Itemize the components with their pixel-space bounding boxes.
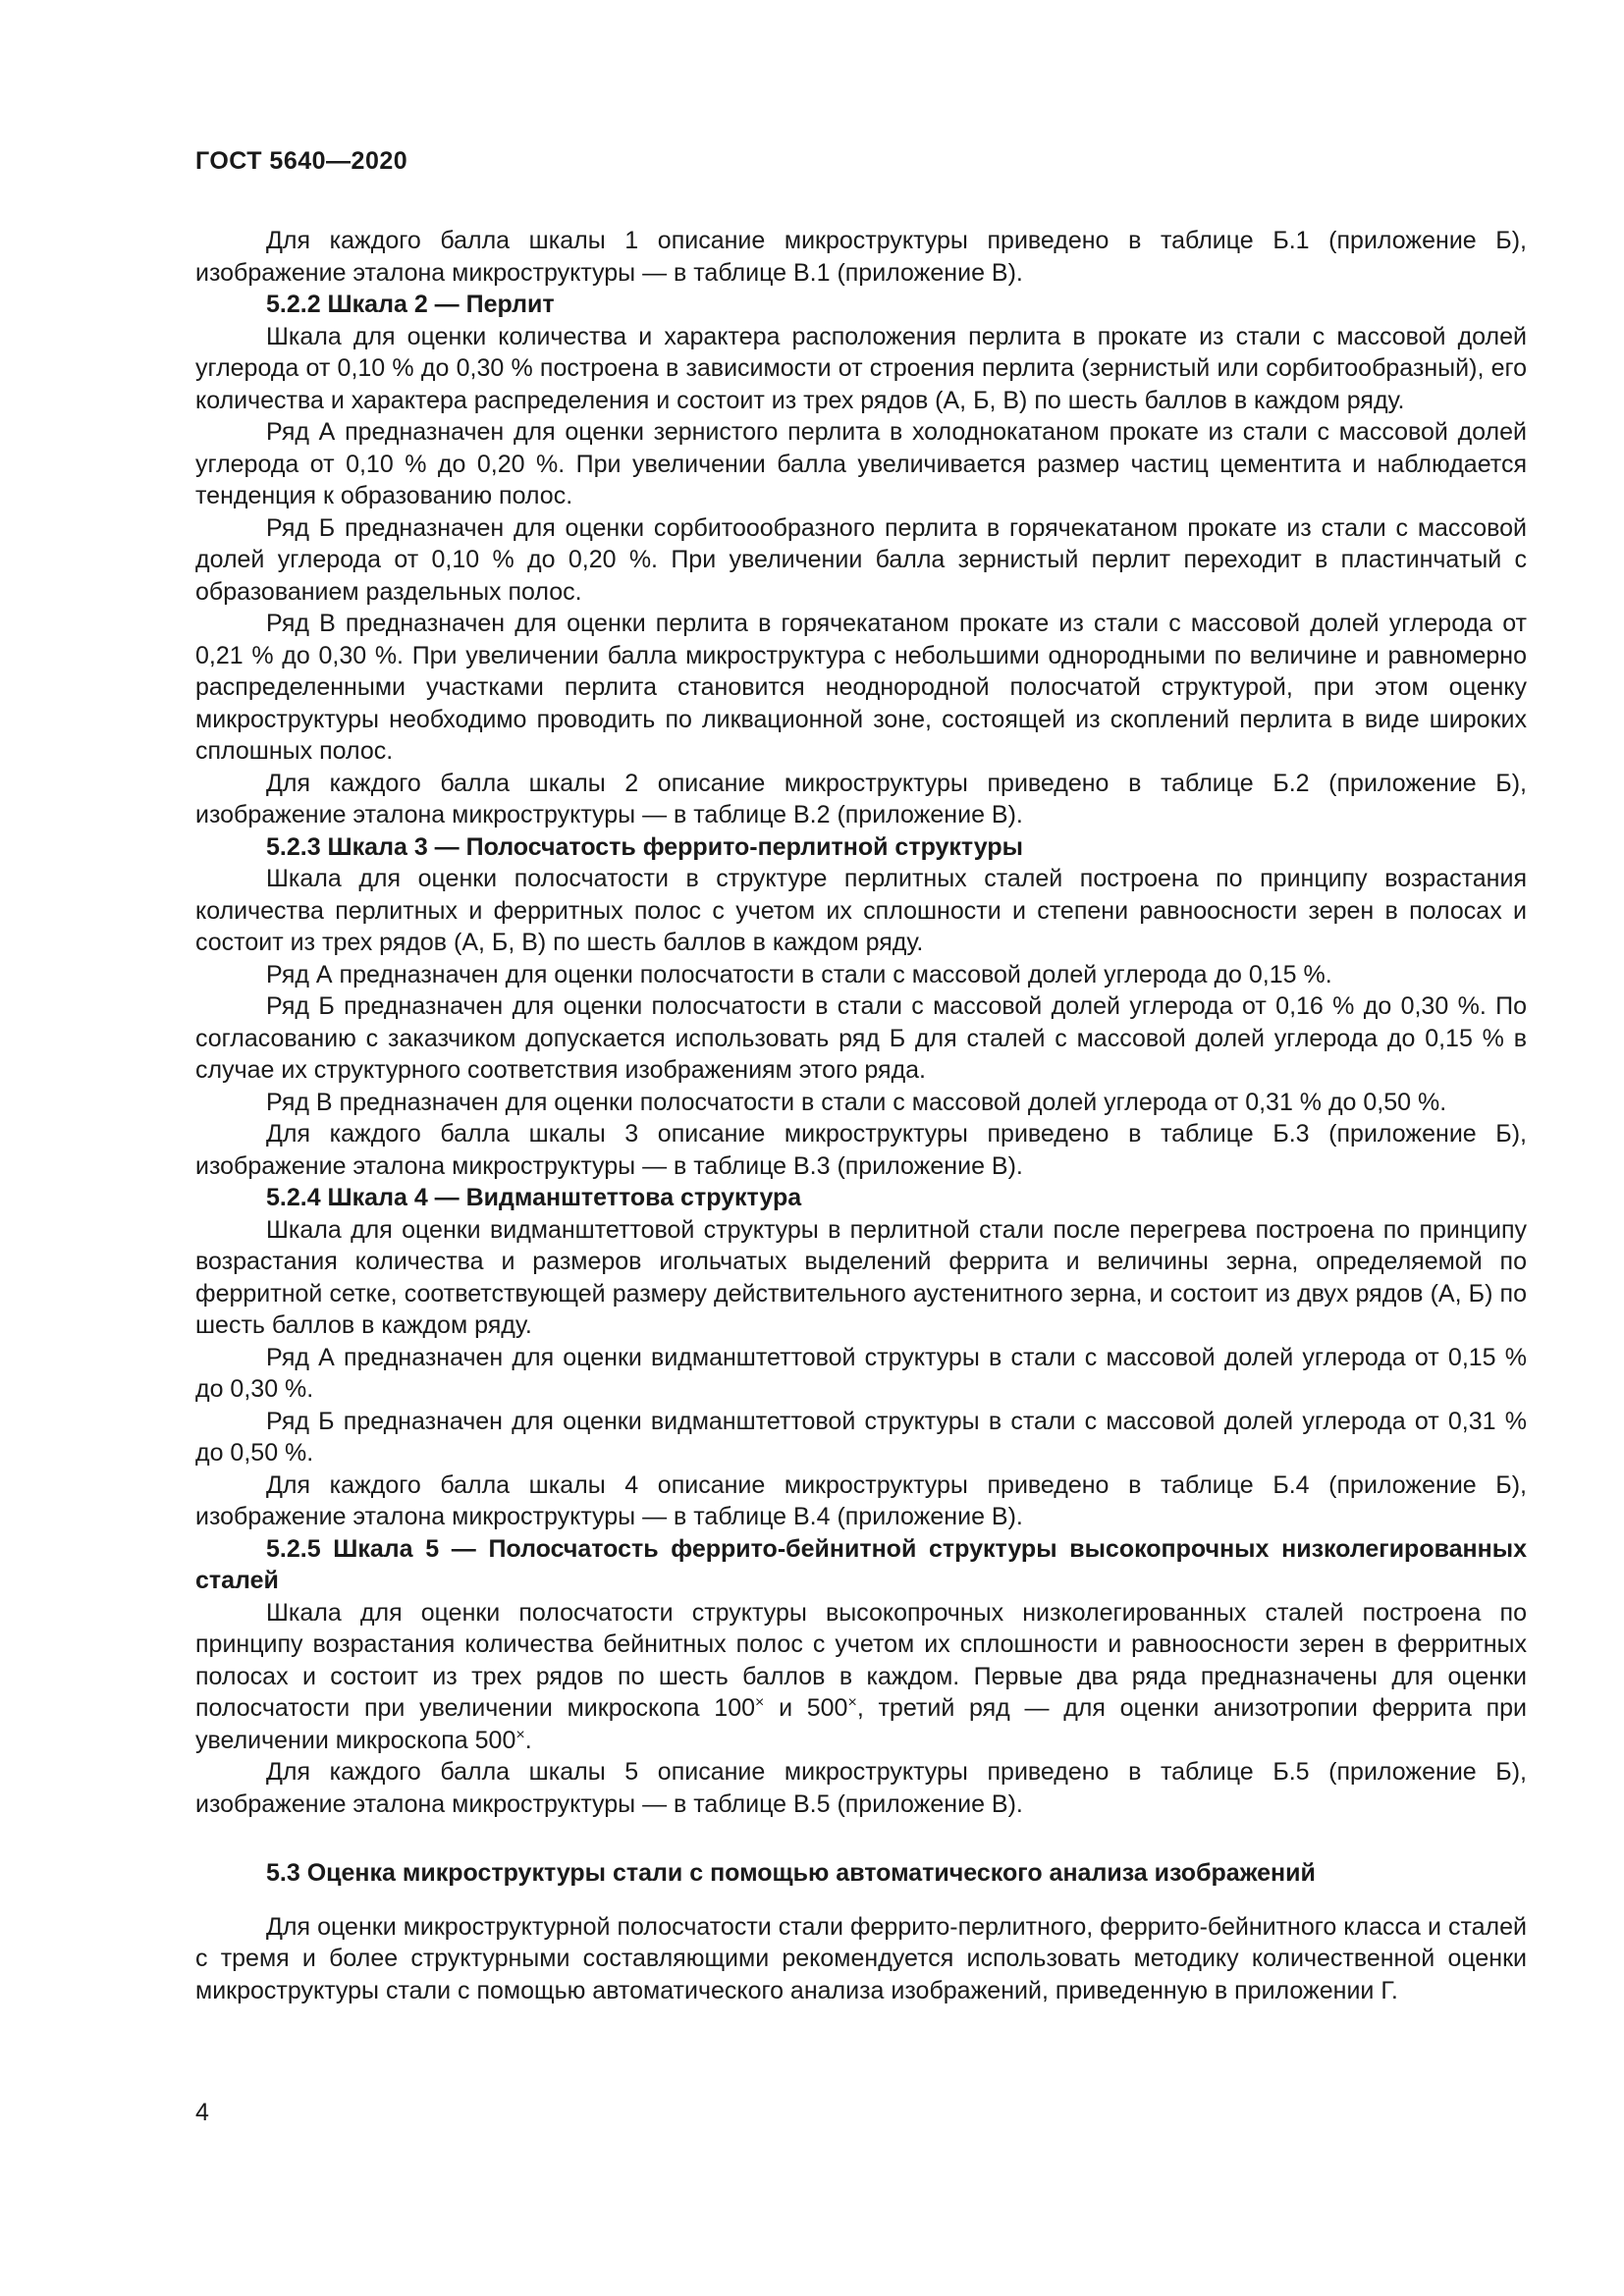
paragraph: Ряд А предназначен для оценки полосчатости в стали с массовой долей углерода до 0,15 %. bbox=[266, 960, 1332, 988]
paragraph: Шкала для оценки видманштеттовой структуры в перлитной стали после перегрева построена по принципу возрастания количества и размеров игольчатых выделений феррита и величины зерна, определяемой по ферритной сетке, соответствующей размеру действительного аустенитного зерна, и состоит из двух рядов (А, Б) по шесть баллов в каждом ряду. bbox=[195, 1215, 1527, 1339]
subsection-heading-5-2-2: 5.2.2 Шкала 2 — Перлит bbox=[266, 291, 555, 318]
paragraph: Для оценки микроструктурной полосчатости стали феррито-перлитного, феррито-бейнитного класса и сталей с тремя и более структурными составляющими рекомендуется использовать методику количественной оценки микроструктуры стали с помощью автоматического анализа изображений, приведенную в приложении Г. bbox=[195, 1912, 1527, 2004]
paragraph: Шкала для оценки полосчатости в структуре перлитных сталей построена по принципу возрастания количества перлитных и ферритных полос с учетом их сплошности и степени равноосности зерен в полосах и состоит из трех рядов (А, Б, В) по шесть баллов в каждом ряду. bbox=[195, 865, 1527, 956]
paragraph: Для каждого балла шкалы 4 описание микроструктуры приведено в таблице Б.4 (приложение Б), изображение эталона микроструктуры — в таблице В.4 (приложение В). bbox=[195, 1470, 1527, 1530]
subsection-heading-5-2-4: 5.2.4 Шкала 4 — Видманштеттова структура bbox=[266, 1184, 802, 1211]
paragraph: Ряд В предназначен для оценки полосчатости в стали с массовой долей углерода от 0,31 % до 0,50 %. bbox=[266, 1088, 1447, 1116]
paragraph: Ряд А предназначен для оценки видманштеттовой структуры в стали с массовой долей углерода от 0,15 % до 0,30 %. bbox=[195, 1343, 1527, 1403]
paragraph: Для каждого балла шкалы 1 описание микроструктуры приведено в таблице Б.1 (приложение Б), изображение эталона микроструктуры — в таблице В.1 (приложение В). bbox=[195, 227, 1527, 287]
paragraph-text: Шкала для оценки полосчатости структуры высокопрочных низколегированных сталей построена по принципу возрастания количества бейнитных полос с учетом их сплошности и равноосности зерен в ферритных полосах и состоит из трех рядов по шесть баллов в каждом. Первые два ряда предназначены для оценки полосчатости при увеличении микроскопа 100 bbox=[195, 1598, 1527, 1722]
document-code: ГОСТ 5640—2020 bbox=[195, 147, 408, 175]
paragraph: Для каждого балла шкалы 3 описание микроструктуры приведено в таблице Б.3 (приложение Б), изображение эталона микроструктуры — в таблице В.3 (приложение В). bbox=[195, 1120, 1527, 1180]
magnification-sign: × bbox=[515, 1726, 525, 1743]
paragraph-text: , третий ряд — для оценки анизотропии феррита при увеличении микроскопа 500 bbox=[195, 1694, 1527, 1754]
paragraph: Ряд А предназначен для оценки зернистого перлита в холоднокатаном прокате из стали с массовой долей углерода от 0,10 % до 0,20 %. При увеличении балла увеличивается размер частиц цементита и наблюдается тенденция к образованию полос. bbox=[195, 418, 1527, 509]
paragraph: Для каждого балла шкалы 2 описание микроструктуры приведено в таблице Б.2 (приложение Б), изображение эталона микроструктуры — в таблице В.2 (приложение В). bbox=[195, 769, 1527, 828]
paragraph-text: . bbox=[524, 1726, 532, 1754]
paragraph: Ряд Б предназначен для оценки видманштеттовой структуры в стали с массовой долей углерода от 0,31 % до 0,50 %. bbox=[195, 1407, 1527, 1467]
document-body bbox=[195, 225, 1527, 2006]
section-heading-5-3: 5.3 Оценка микроструктуры стали с помощью автоматического анализа изображений bbox=[266, 1859, 1316, 1887]
paragraph: Ряд В предназначен для оценки перлита в горячекатаном прокате из стали с массовой долей углерода от 0,21 % до 0,30 %. При увеличении балла микроструктура с небольшими однородными по величине и равномерно распределенными участками перлита становится неоднородной полосчатой структурой, при этом оценку микроструктуры необходимо проводить по ликвационной зоне, состоящей из скоплений перлита в виде широких сплошных полос. bbox=[195, 610, 1527, 765]
magnification-sign: × bbox=[847, 1694, 857, 1711]
magnification-sign: × bbox=[755, 1694, 765, 1711]
paragraph: Ряд Б предназначен для оценки сорбитоообразного перлита в горячекатаном прокате из стали с массовой долей углерода от 0,10 % до 0,20 %. При увеличении балла зернистый перлит переходит в пластинчатый с образованием раздельных полос. bbox=[195, 513, 1527, 606]
page-number: 4 bbox=[195, 2099, 209, 2126]
paragraph: Ряд Б предназначен для оценки полосчатости в стали с массовой долей углерода от 0,16 % до 0,30 %. По согласованию с заказчиком допускается использовать ряд Б для сталей с массовой долей углерода до 0,15 % в случае их структурного соответствия изображениям этого ряда. bbox=[195, 992, 1527, 1084]
subsection-heading-5-2-3: 5.2.3 Шкала 3 — Полосчатость феррито-перлитной структуры bbox=[266, 832, 1023, 861]
document-page bbox=[195, 147, 1527, 2006]
paragraph: Для каждого балла шкалы 5 описание микроструктуры приведено в таблице Б.5 (приложение Б), изображение эталона микроструктуры — в таблице В.5 (приложение В). bbox=[195, 1758, 1527, 1818]
subsection-heading-5-2-5: 5.2.5 Шкала 5 — Полосчатость феррито-бейнитной структуры высокопрочных низколегированных сталей bbox=[195, 1534, 1527, 1594]
paragraph-text: и 500 bbox=[764, 1694, 848, 1722]
paragraph: Шкала для оценки количества и характера расположения перлита в прокате из стали с массовой долей углерода от 0,10 % до 0,30 % построена в зависимости от строения перлита (зернистый или сорбитообразный), его количества и характера распределения и состоит из трех рядов (А, Б, В) по шесть баллов в каждом ряду. bbox=[195, 322, 1527, 414]
paragraph-scale-5 bbox=[195, 1597, 1527, 1757]
